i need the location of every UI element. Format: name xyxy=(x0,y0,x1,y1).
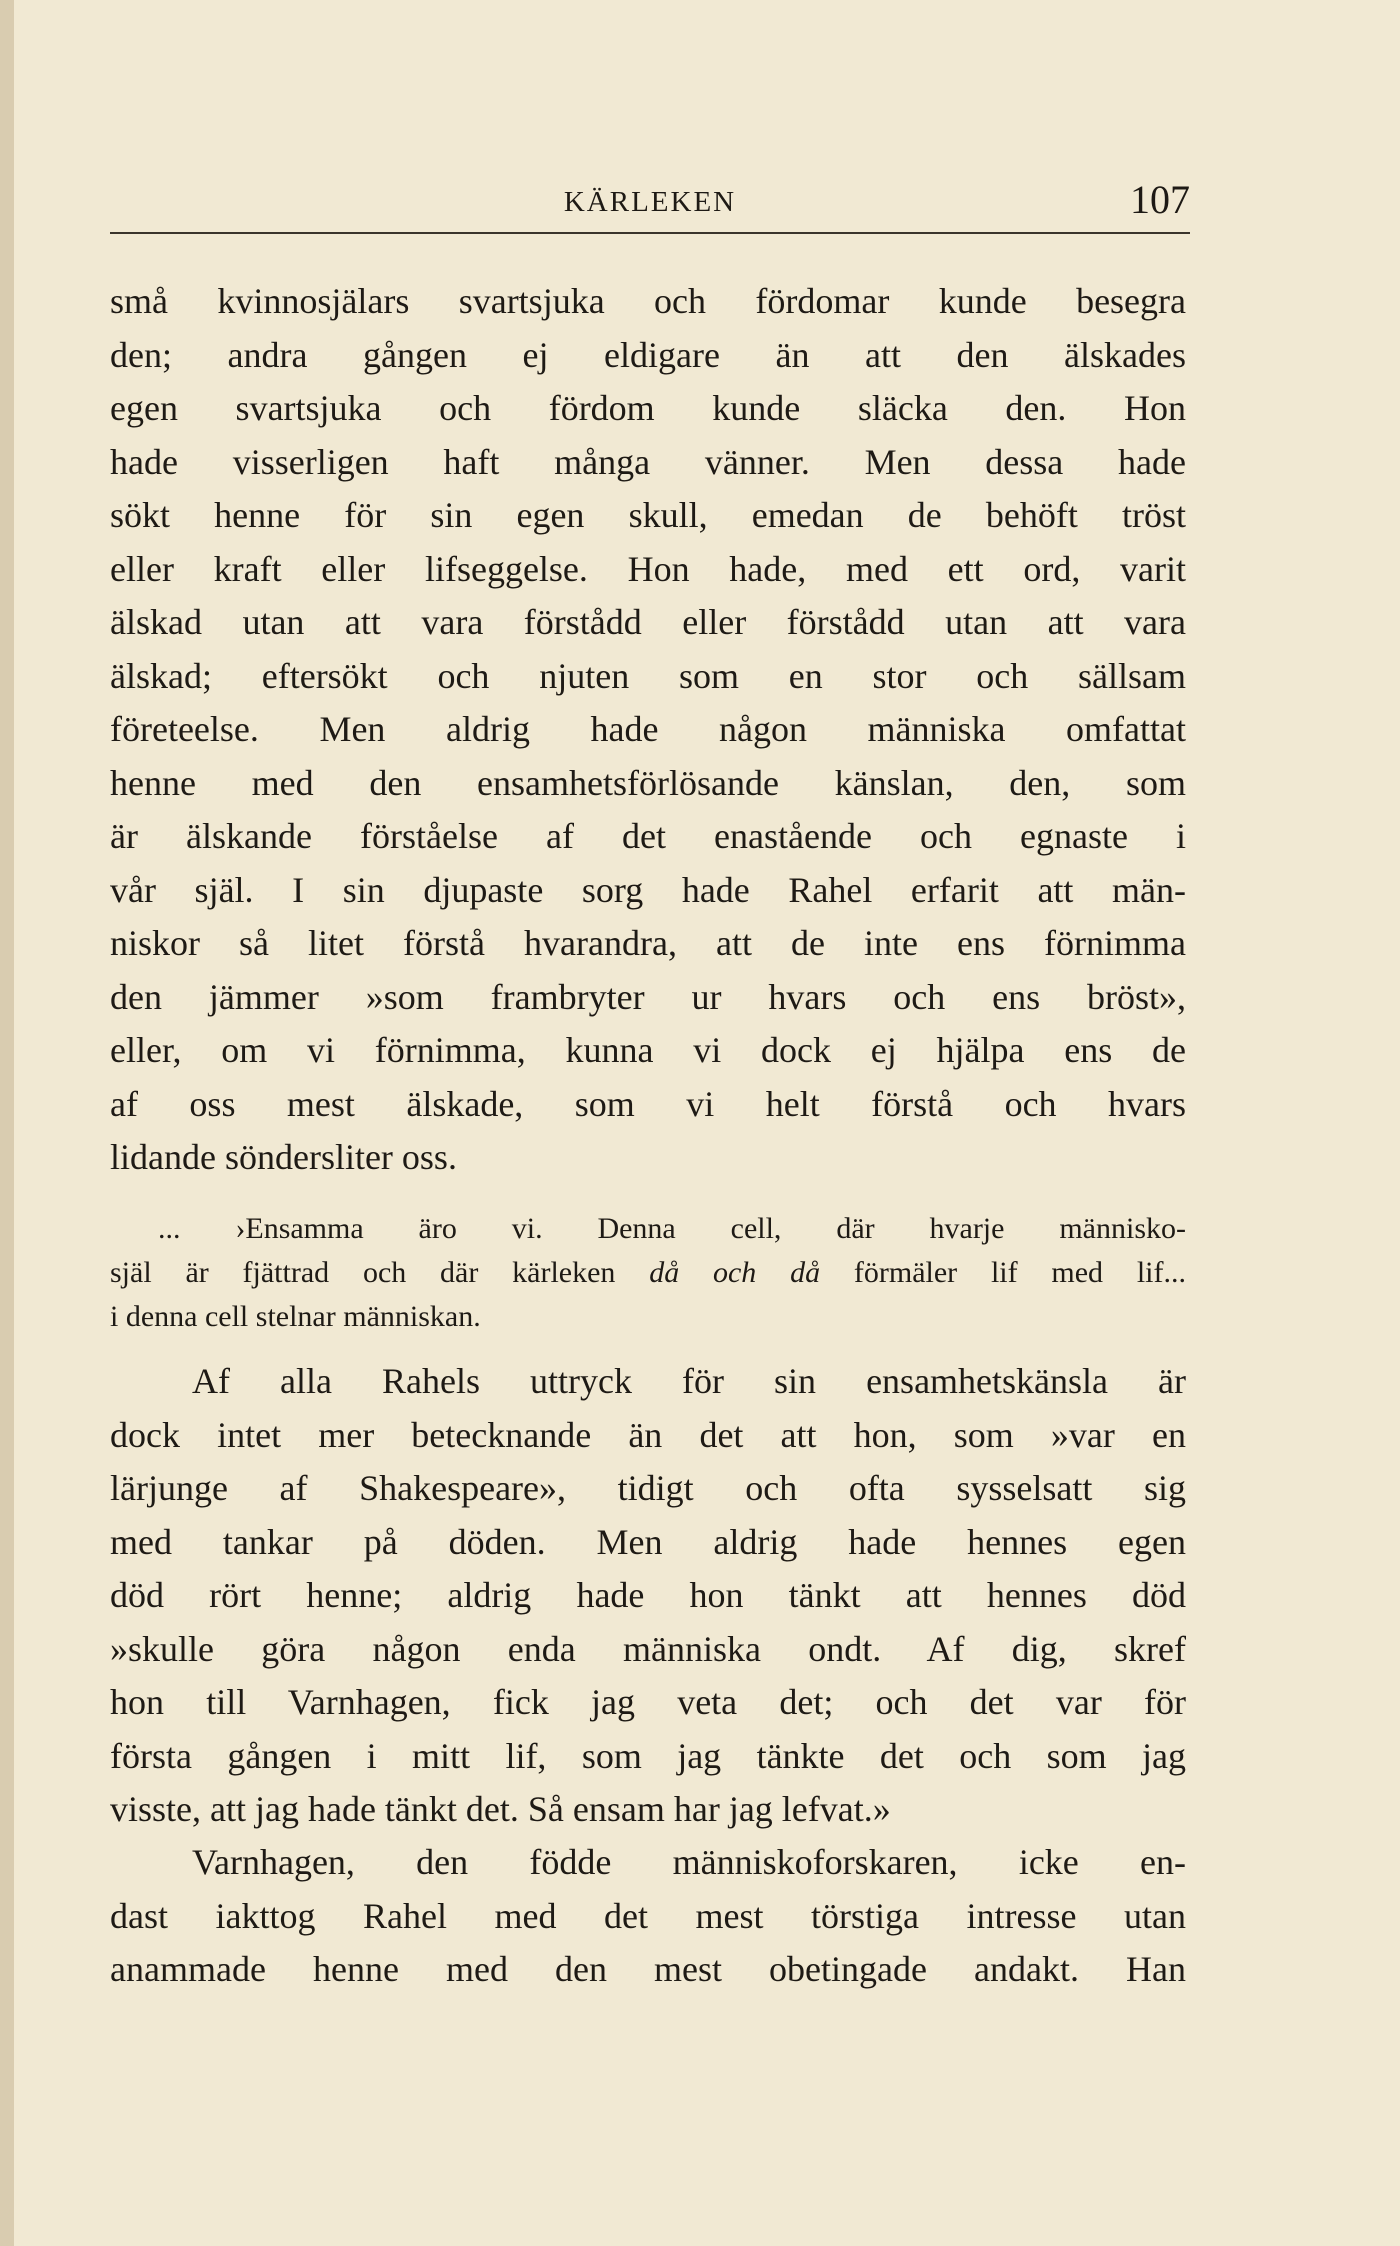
block-quote xyxy=(110,1207,1186,1339)
header-rule xyxy=(110,232,1190,234)
page-header xyxy=(110,176,1190,232)
quote-line: ... ›Ensamma äro vi. Denna cell, där hvarje människo- xyxy=(158,1212,1186,1245)
text-line: Af alla Rahels uttryck för sin ensamhetskänsla är xyxy=(192,1361,1186,1401)
text-line: den; andra gången ej eldigare än att den älskades xyxy=(110,334,1186,375)
text-line: dock intet mer betecknande än det att hon, som »var en xyxy=(110,1414,1186,1455)
text-line: första gången i mitt lif, som jag tänkte det och som jag xyxy=(110,1735,1186,1776)
text-line: »skulle göra någon enda människa ondt. Af dig, skref xyxy=(110,1628,1186,1669)
text-line: henne med den ensamhetsförlösande känslan, den, som xyxy=(110,762,1186,803)
text-line: vår själ. I sin djupaste sorg hade Rahel erfarit att män- xyxy=(110,869,1186,910)
quote-italic-text: då och då xyxy=(649,1256,821,1289)
text-line: eller kraft eller lifseggelse. Hon hade, med ett ord, varit xyxy=(110,548,1186,589)
quote-text: förmäler lif med lif... xyxy=(820,1256,1186,1289)
text-line: hon till Varnhagen, fick jag veta det; och det var för xyxy=(110,1682,1186,1722)
quote-text: själ är fjättrad och där kärleken xyxy=(110,1256,650,1289)
text-line: dast iakttog Rahel med det mest törstiga intresse utan xyxy=(110,1895,1186,1936)
text-line: visste, att jag hade tänkt det. Så ensam har jag lefvat.» xyxy=(110,1789,891,1829)
text-line: niskor så litet förstå hvarandra, att de inte ens förnimma xyxy=(110,923,1186,963)
text-line: eller, om vi förnimma, kunna vi dock ej hjälpa ens de xyxy=(110,1030,1186,1070)
text-line: egen svartsjuka och fördom kunde släcka den. Hon xyxy=(110,388,1186,428)
quote-line: i denna cell stelnar människan. xyxy=(110,1300,481,1333)
text-line: Varnhagen, den födde människoforskaren, icke en- xyxy=(192,1842,1186,1882)
text-line: lärjunge af Shakespeare», tidigt och ofta sysselsatt sig xyxy=(110,1468,1186,1508)
text-line: älskad; eftersökt och njuten som en stor och sällsam xyxy=(110,655,1186,696)
text-line: den jämmer »som frambryter ur hvars och ens bröst», xyxy=(110,976,1186,1017)
text-line: af oss mest älskade, som vi helt förstå och hvars xyxy=(110,1083,1186,1124)
text-line: hade visserligen haft många vänner. Men dessa hade xyxy=(110,441,1186,482)
text-line: sökt henne för sin egen skull, emedan de behöft tröst xyxy=(110,495,1186,535)
text-line: företeelse. Men aldrig hade någon människa omfattat xyxy=(110,709,1186,749)
text-line: lidande söndersliter oss. xyxy=(110,1137,457,1177)
paragraph-2 xyxy=(110,1355,1186,1837)
text-line: små kvinnosjälars svartsjuka och fördomar kunde besegra xyxy=(110,281,1186,321)
text-line: död rört henne; aldrig hade hon tänkt att hennes död xyxy=(110,1575,1186,1615)
text-line: anammade henne med den mest obetingade andakt. Han xyxy=(110,1949,1186,1989)
quote-line xyxy=(110,1251,1186,1295)
page-edge-shadow xyxy=(0,0,14,2246)
text-line: med tankar på döden. Men aldrig hade hennes egen xyxy=(110,1521,1186,1562)
text-line: älskad utan att vara förstådd eller förstådd utan att vara xyxy=(110,602,1186,642)
paragraph-1 xyxy=(110,275,1186,1185)
page-number: 107 xyxy=(1130,177,1190,222)
running-head: KÄRLEKEN xyxy=(563,186,737,218)
text-line: är älskande förståelse af det enastående och egnaste i xyxy=(110,816,1186,856)
paragraph-3 xyxy=(110,1836,1186,1997)
